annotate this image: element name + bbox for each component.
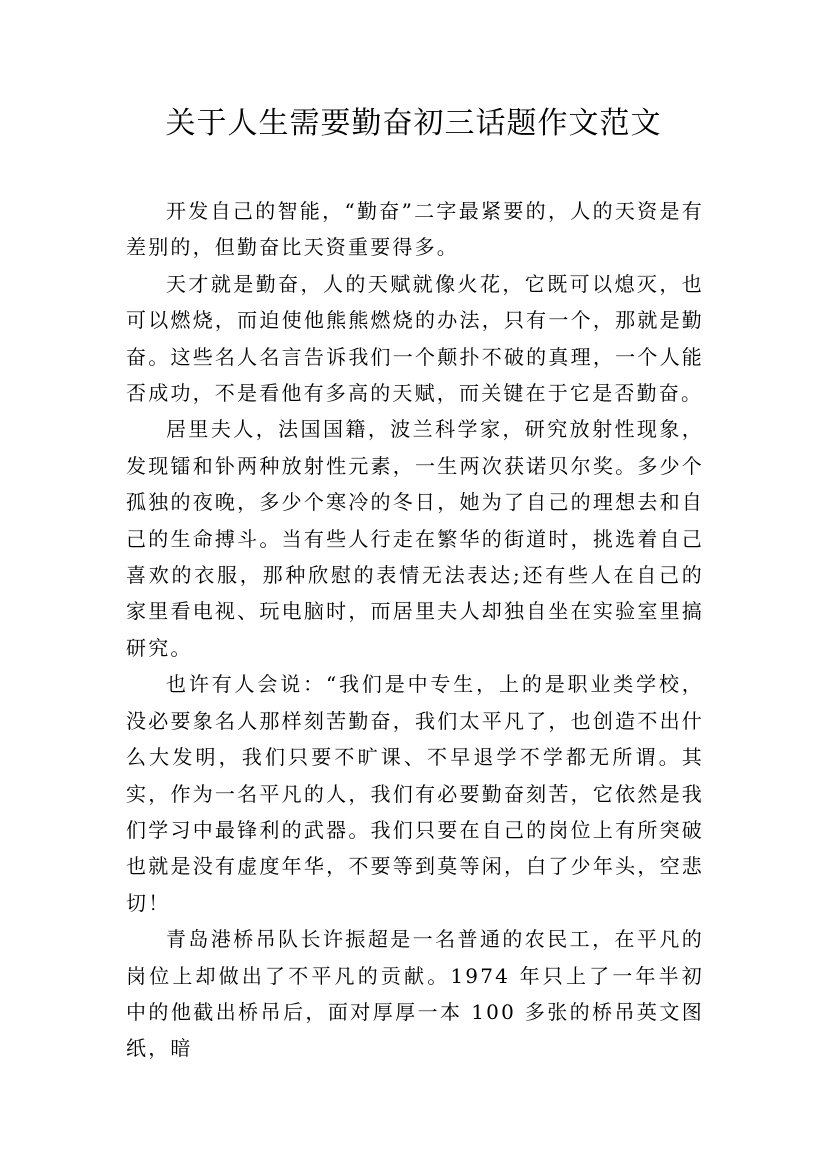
document-title: 关于人生需要勤奋初三话题作文范文: [165, 106, 662, 141]
paragraph: 也许有人会说：“我们是中专生，上的是职业类学校，没必要象名人那样刻苦勤奋，我们太平凡了，也创造不出什么大发明，我们只要不旷课、不早退学不学都无所谓。其实，作为一名平凡的人，我们有必要勤奋刻苦，它依然是我们学习中最锋利的武器。我们只要在自己的岗位上有所突破也就是没有虚度年华，不要等到莫等闲，白了少年头，空悲切！: [126, 672, 704, 915]
paragraph: 青岛港桥吊队长许振超是一名普通的农民工，在平凡的岗位上却做出了不平凡的贡献。1974 年只上了一年半初中的他截出桥吊后，面对厚厚一本 100 多张的桥吊英文图纸，暗: [126, 927, 704, 1061]
paragraph: 天才就是勤奋，人的天赋就像火花，它既可以熄灭，也可以燃烧，而迫使他熊熊燃烧的办法，只有一个，那就是勤奋。这些名人名言告诉我们一个颠扑不破的真理，一个人能否成功，不是看他有多高的天赋，而关键在于它是否勤奋。: [126, 271, 704, 406]
document-body: [126, 193, 704, 1067]
paragraph: 居里夫人，法国国籍，波兰科学家，研究放射性现象，发现镭和钋两种放射性元素，一生两次获诺贝尔奖。多少个孤独的夜晚，多少个寒冷的冬日，她为了自己的理想去和自己的生命搏斗。当有些人行走在繁华的街道时，挑选着自己喜欢的衣服，那种欣慰的表情无法表达;还有些人在自己的家里看电视、玩电脑时，而居里夫人却独自坐在实验室里搞研究。: [126, 417, 704, 660]
paragraph: 开发自己的智能，“勤奋”二字最紧要的，人的天资是有差别的，但勤奋比天资重要得多。: [126, 199, 704, 260]
